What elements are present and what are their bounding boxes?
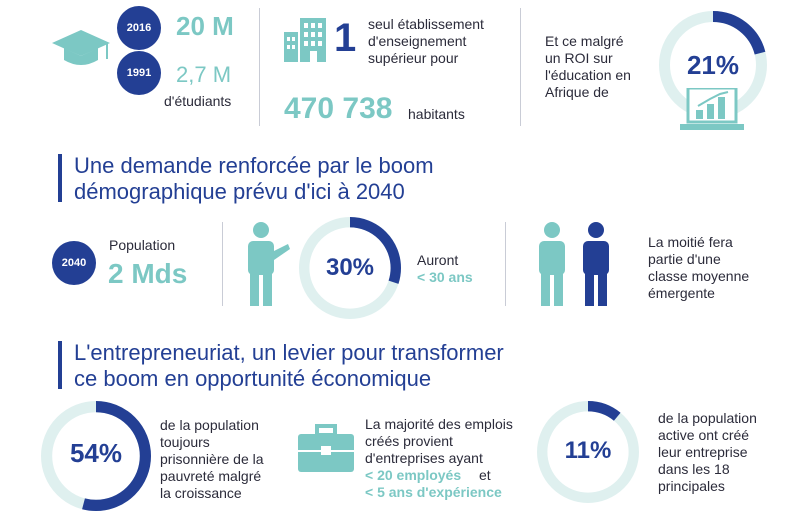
- poverty-percentage: 54%: [69, 438, 123, 468]
- divider: [505, 222, 506, 306]
- inhabitants-label: habitants: [408, 106, 465, 122]
- section-bar: [58, 341, 62, 389]
- building-icon: [284, 18, 326, 62]
- year-badge-2016: 2016: [117, 6, 161, 50]
- briefcase-icon: [298, 424, 354, 474]
- poverty-line-2: toujours: [160, 434, 210, 450]
- active-line-4: dans les 18: [658, 461, 730, 477]
- establishment-text-line-1: seul établissement: [368, 16, 484, 32]
- year-badge-2040: 2040: [52, 241, 96, 285]
- active-line-2: active ont créé: [658, 427, 750, 443]
- roi-text-line-2: un ROI sur: [545, 50, 613, 66]
- jobs-line-3: d'entreprises ayant: [365, 450, 483, 466]
- person-pointing-icon: [244, 222, 292, 306]
- section2-title-line-2: ce boom en opportunité économique: [74, 366, 432, 391]
- jobs-line-1: La majorité des emplois: [365, 416, 513, 432]
- jobs-line-2: créés provient: [365, 433, 453, 449]
- establishment-text-line-2: d'enseignement: [368, 33, 467, 49]
- year-badge-1991: 1991: [117, 51, 161, 95]
- graduation-cap-icon: [50, 28, 112, 70]
- poverty-line-4: pauvreté malgré: [160, 468, 262, 484]
- jobs-and: et: [479, 467, 491, 483]
- roi-text-line-4: Afrique de: [545, 84, 609, 100]
- under30-percentage: 30%: [325, 254, 375, 281]
- roi-text-line-3: l'éducation en: [545, 67, 631, 83]
- active-line-5: principales: [658, 478, 725, 494]
- entrepreneurs-percentage: 11%: [564, 437, 612, 464]
- active-line-3: leur entreprise: [658, 444, 748, 460]
- section-bar: [58, 154, 62, 202]
- jobs-employees: < 20 employés: [365, 467, 462, 483]
- middle-class-line-2: partie d'une: [648, 251, 721, 267]
- poverty-line-1: de la population: [160, 417, 259, 433]
- poverty-line-3: prisonnière de la: [160, 451, 264, 467]
- middle-class-line-3: classe moyenne: [648, 268, 750, 284]
- divider: [259, 8, 260, 126]
- active-line-1: de la population: [658, 410, 757, 426]
- under30-label: < 30 ans: [417, 269, 473, 285]
- establishment-text-line-3: supérieur pour: [368, 50, 459, 66]
- laptop-chart-icon: [680, 88, 744, 132]
- section1-title-line-2: démographique prévu d'ici à 2040: [74, 179, 405, 204]
- section1-title-line-1: Une demande renforcée par le boom: [74, 153, 434, 178]
- middle-class-line-4: émergente: [648, 285, 715, 301]
- poverty-line-5: la croissance: [160, 485, 242, 501]
- middle-class-line-1: La moitié fera: [648, 234, 733, 250]
- divider: [520, 8, 521, 126]
- section2-title-line-1: L'entrepreneuriat, un levier pour transformer: [74, 340, 504, 365]
- roi-text-line-1: Et ce malgré: [545, 33, 624, 49]
- population-value: 2 Mds: [108, 258, 188, 289]
- students-2016-value: 20 M: [176, 11, 234, 41]
- population-label: Population: [109, 237, 176, 253]
- one-establishment-number: 1: [334, 16, 357, 60]
- auront-label: Auront: [417, 252, 459, 268]
- jobs-experience: < 5 ans d'expérience: [365, 484, 502, 500]
- two-people-icon: [534, 222, 618, 306]
- inhabitants-value: 470 738: [284, 92, 393, 125]
- students-1991-value: 2,7 M: [176, 62, 232, 87]
- roi-percentage: 21%: [686, 50, 740, 80]
- divider: [222, 222, 223, 306]
- students-label: d'étudiants: [164, 93, 232, 109]
